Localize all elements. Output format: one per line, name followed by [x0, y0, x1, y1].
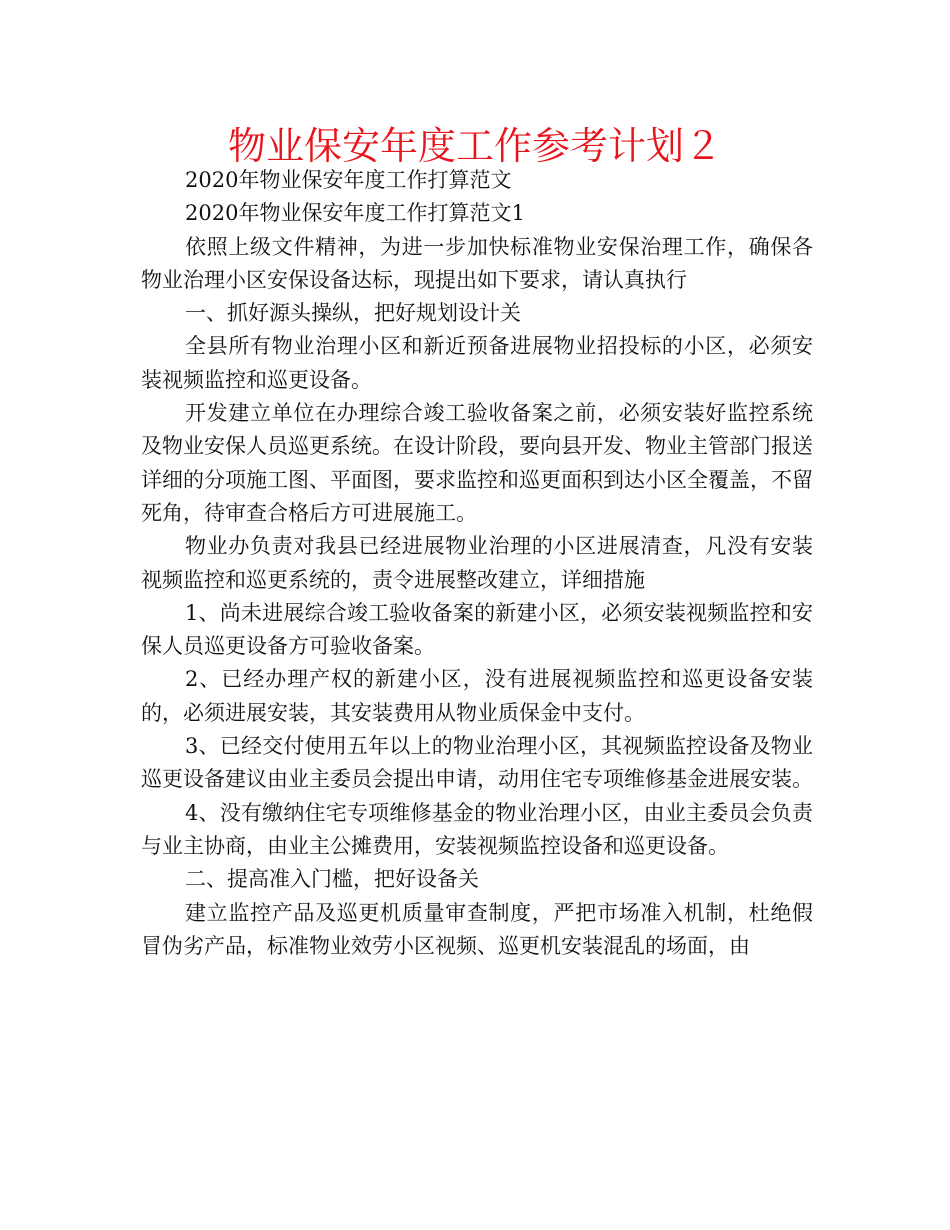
body-paragraph: 建立监控产品及巡更机质量审查制度，严把市场准入机制，杜绝假冒伪劣产品，标准物业效劳小区视频、巡更机安装混乱的场面，由: [141, 900, 813, 958]
body-paragraph: 开发建立单位在办理综合竣工验收备案之前，必须安装好监控系统及物业安保人员巡更系统。在设计阶段，要向县开发、物业主管部门报送详细的分项施工图、平面图，要求监控和巡更面积到达小区全覆盖，不留死角，待审查合格后方可进展施工。: [141, 401, 813, 525]
subtitle-line-1: 2020年物业保安年度工作打算范文: [185, 168, 512, 192]
section-heading-1: 一、抓好源头操纵，把好规划设计关: [185, 301, 521, 326]
intro-paragraph: 依照上级文件精神，为进一步加快标准物业安保治理工作，确保各物业治理小区安保设备达标，现提出如下要求，请认真执行: [141, 234, 813, 292]
list-item-2: 2、已经办理产权的新建小区，没有进展视频监控和巡更设备安装的，必须进展安装，其安装费用从物业质保金中支付。: [141, 667, 813, 725]
section-heading-2: 二、提高准入门槛，把好设备关: [185, 867, 479, 892]
list-item-1: 1、尚未进展综合竣工验收备案的新建小区，必须安装视频监控和安保人员巡更设备方可验收备案。: [141, 600, 813, 659]
list-item-4: 4、没有缴纳住宅专项维修基金的物业治理小区，由业主委员会负责与业主协商，由业主公摊费用，安装视频监控设备和巡更设备。: [141, 800, 813, 858]
subtitle-line-2: 2020年物业保安年度工作打算范文1: [185, 201, 525, 226]
list-item-3: 3、已经交付使用五年以上的物业治理小区，其视频监控设备及物业巡更设备建议由业主委员会提出申请，动用住宅专项维修基金进展安装。: [141, 734, 813, 792]
body-paragraph: 全县所有物业治理小区和新近预备进展物业招投标的小区，必须安装视频监控和巡更设备。: [141, 334, 813, 392]
document-body: [141, 164, 813, 963]
body-paragraph: 物业办负责对我县已经进展物业治理的小区进展清查，凡没有安装视频监控和巡更系统的，责令进展整改建立，详细措施: [141, 534, 813, 592]
document-title: 物业保安年度工作参考计划２: [227, 124, 722, 168]
